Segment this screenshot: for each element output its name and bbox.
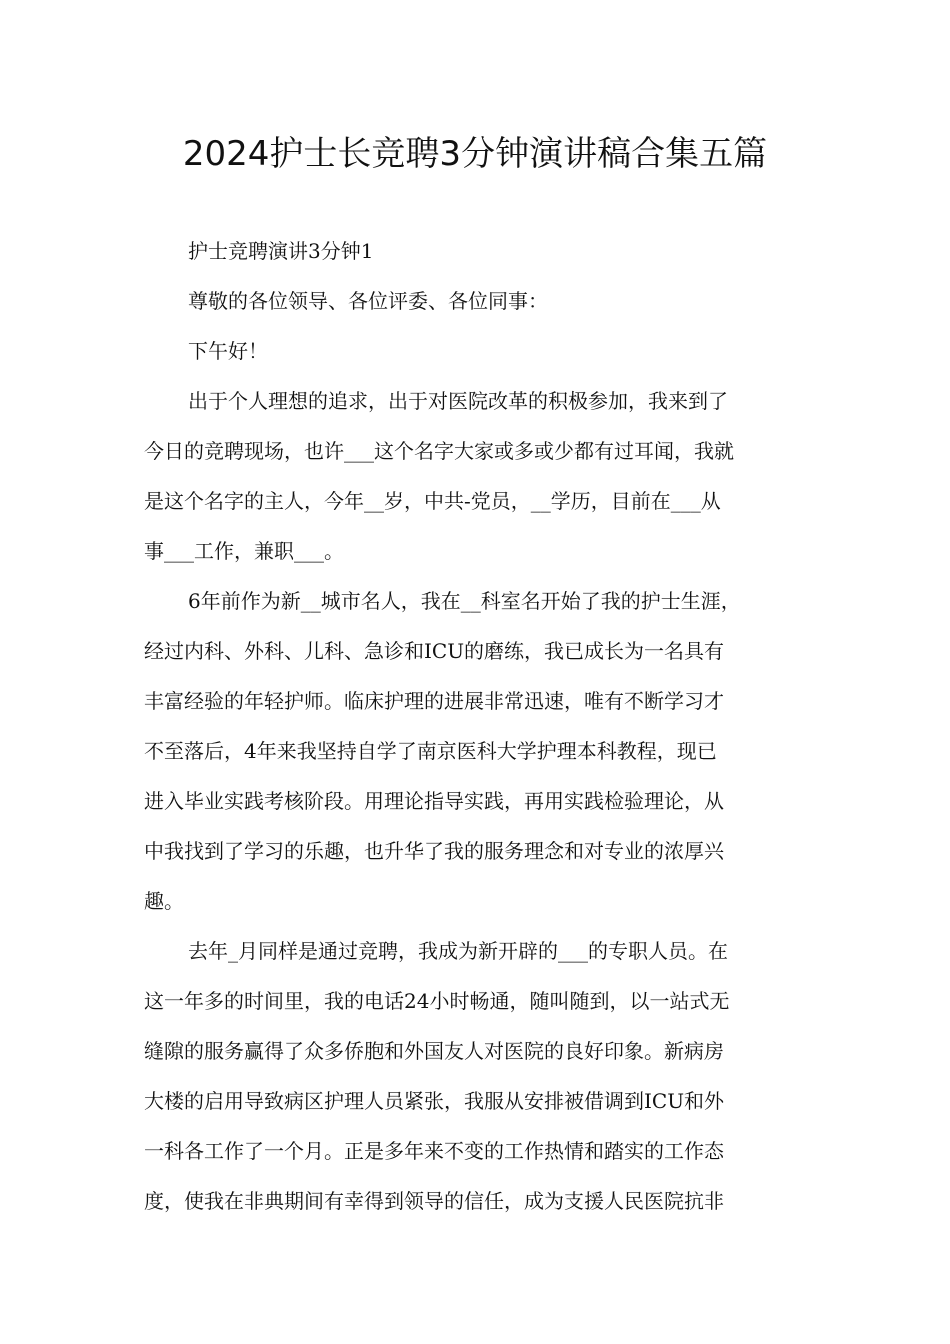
paragraph-3-line: 去年_月同样是通过竞聘，我成为新开辟的___的专职人员。在	[188, 939, 728, 963]
paragraph-2-line: 经过内科、外科、儿科、急诊和ICU的磨练，我已成长为一名具有	[144, 639, 725, 663]
salutation: 尊敬的各位领导、各位评委、各位同事：	[188, 289, 548, 313]
paragraph-2-line: 进入毕业实践考核阶段。用理论指导实践，再用实践检验理论，从	[144, 789, 724, 813]
paragraph-3-line: 度，使我在非典期间有幸得到领导的信任，成为支援人民医院抗非	[144, 1189, 724, 1213]
paragraph-1-line: 是这个名字的主人，今年__岁，中共-党员，__学历，目前在___从	[144, 489, 721, 513]
document-body	[144, 226, 810, 1226]
greeting: 下午好！	[188, 339, 268, 363]
paragraph-3-line: 这一年多的时间里，我的电话24小时畅通，随叫随到，以一站式无	[144, 989, 730, 1013]
paragraph-2-line: 趣。	[144, 889, 184, 913]
paragraph-2-line: 不至落后，4年来我坚持自学了南京医科大学护理本科教程，现已	[144, 739, 717, 763]
paragraph-3-line: 大楼的启用导致病区护理人员紧张，我服从安排被借调到ICU和外	[144, 1089, 725, 1113]
paragraph-3-line: 缝隙的服务赢得了众多侨胞和外国友人对医院的良好印象。新病房	[144, 1039, 724, 1063]
section-heading: 护士竞聘演讲3分钟1	[188, 239, 374, 263]
paragraph-1-line: 出于个人理想的追求，出于对医院改革的积极参加，我来到了	[188, 389, 728, 413]
paragraph-2-line: 6年前作为新__城市名人，我在__科室名开始了我的护士生涯，	[188, 589, 741, 613]
paragraph-2-line: 中我找到了学习的乐趣，也升华了我的服务理念和对专业的浓厚兴	[144, 839, 724, 863]
paragraph-2-line: 丰富经验的年轻护师。临床护理的进展非常迅速，唯有不断学习才	[144, 689, 724, 713]
paragraph-1-line: 事___工作，兼职___。	[144, 539, 344, 563]
document-title: 2024护士长竞聘3分钟演讲稿合集五篇	[182, 134, 768, 174]
paragraph-1-line: 今日的竞聘现场，也许___这个名字大家或多或少都有过耳闻，我就	[144, 439, 734, 463]
paragraph-3-line: 一科各工作了一个月。正是多年来不变的工作热情和踏实的工作态	[144, 1139, 724, 1163]
